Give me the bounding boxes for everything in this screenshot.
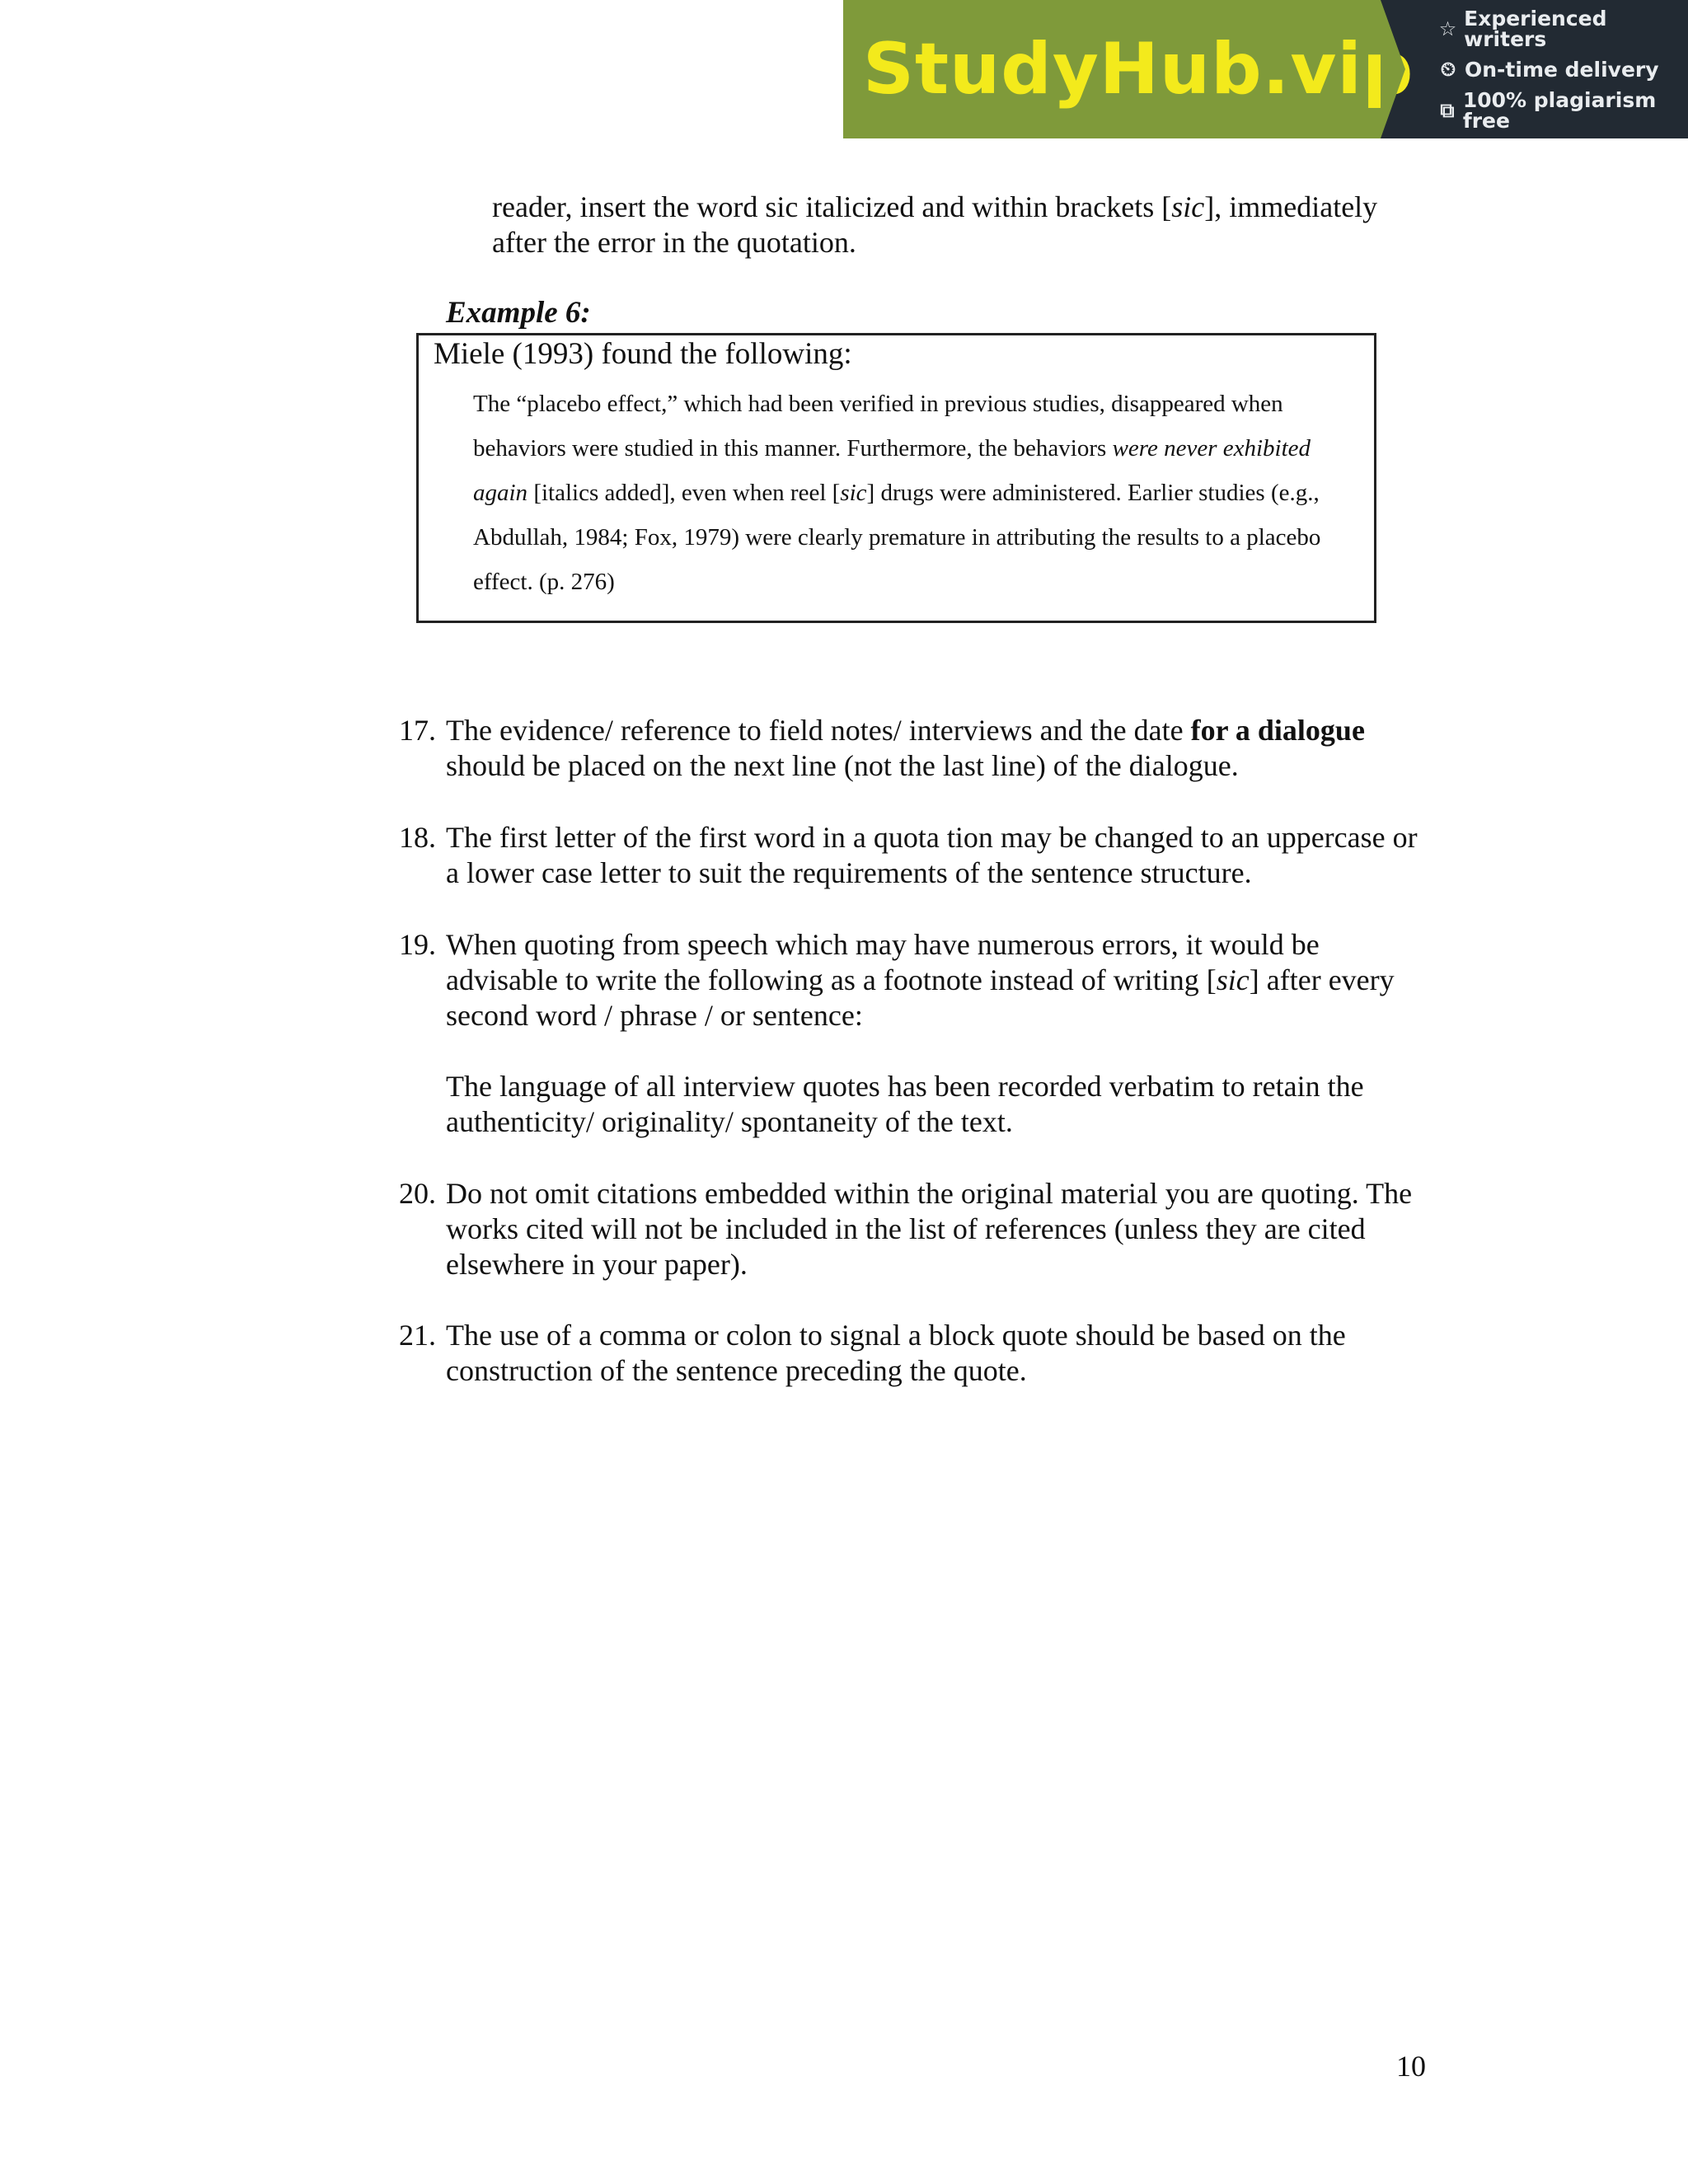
list-item-20	[399, 1176, 1437, 1282]
banner-logo[interactable]	[843, 0, 1414, 138]
star-outline-icon: ☆	[1438, 16, 1457, 40]
text-run: When quoting from speech which may have numerous errors, it would be advisable to write the following as a footnote instead of writing [	[446, 928, 1320, 996]
studyhub-banner[interactable]	[843, 0, 1688, 138]
paragraph-sic-rule	[492, 190, 1423, 260]
text-run: ] drugs were administered. Earlier studies (e.g., Abdullah, 1984; Fox, 1979) were clearly premature in attributing the results to a placebo effect. (p. 276)	[473, 480, 1321, 595]
text-run: The evidence/ reference to field notes/ interviews and the date	[446, 714, 1191, 747]
copy-icon: ⧉	[1440, 98, 1455, 122]
clock-icon: ⏲	[1440, 58, 1456, 81]
feature-experienced-writers	[1438, 8, 1688, 49]
sic-italic: sic	[840, 480, 867, 506]
list-item-18	[399, 820, 1437, 891]
italic-run: were never exhibited again	[473, 435, 1311, 506]
item-number: 18.	[399, 821, 436, 854]
footnote-example: The language of all interview quotes has been recorded verbatim to retain the authenticity/ originality/ spontaneity of the text.	[446, 1070, 1364, 1138]
feature-label: On-time delivery	[1465, 57, 1659, 82]
bold-run: for a dialogue	[1190, 714, 1365, 747]
example-title: Example 6:	[446, 296, 591, 330]
item-body: The use of a comma or colon to signal a block quote should be based on the construction of the sentence preceding the quote.	[446, 1319, 1346, 1387]
feature-plagiarism-free	[1438, 87, 1688, 133]
list-item-17	[399, 713, 1437, 784]
item-body	[446, 927, 1437, 1033]
item-number: 20.	[399, 1177, 436, 1210]
page-number: 10	[1396, 2050, 1426, 2083]
item-body: The first letter of the first word in a quota tion may be changed to an uppercase or a lower case letter to suit the requirements of the sentence structure.	[446, 821, 1418, 889]
block-quote	[473, 382, 1347, 604]
feature-label: 100% plagiarism free	[1462, 87, 1657, 133]
sic-italic: sic	[1216, 963, 1250, 996]
item-number: 19.	[399, 928, 436, 961]
feature-on-time-delivery	[1438, 59, 1688, 80]
item-body: Do not omit citations embedded within the original material you are quoting. The works cited will not be included in the list of references (unless they are cited elsewhere in your paper).	[446, 1177, 1413, 1281]
text-run: [italics added], even when reel [	[528, 480, 841, 506]
example-lead: Miele (1993) found the following:	[434, 337, 852, 371]
banner-features	[1381, 0, 1688, 138]
example-box	[416, 333, 1376, 623]
text-run: reader, insert the word sic italicized and within brackets [	[492, 190, 1172, 223]
text-run: The “placebo effect,” which had been verified in previous studies, disappeared when behaviors were studied in this manner. Furthermore, the behaviors	[473, 391, 1283, 462]
list-item-21	[399, 1318, 1437, 1389]
list-item-19	[399, 927, 1437, 1033]
item-number: 21.	[399, 1319, 436, 1352]
text-run: ], immediately after the error in the quotation.	[492, 190, 1378, 259]
text-run: ] after every second word / phrase / or sentence:	[446, 963, 1395, 1032]
item-number: 17.	[399, 714, 436, 747]
text-run: should be placed on the next line (not the last line) of the dialogue.	[446, 749, 1239, 782]
item-body	[446, 713, 1437, 784]
logo-text: StudyHub.vip	[863, 28, 1414, 110]
sic-italic: sic	[1171, 190, 1205, 223]
feature-label: Experienced writers	[1464, 6, 1607, 51]
